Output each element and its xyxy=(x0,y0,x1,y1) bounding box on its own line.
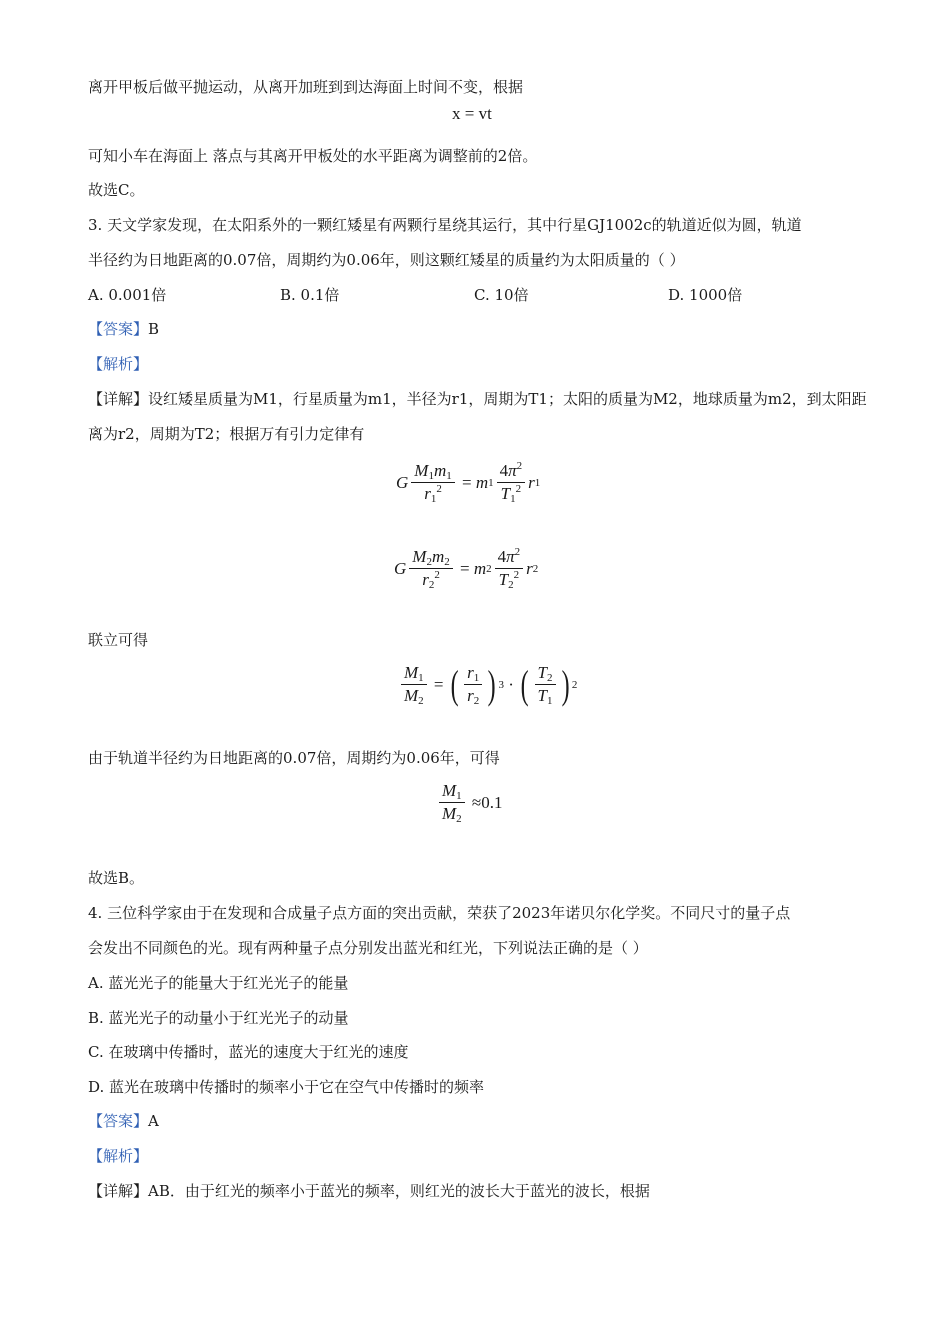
q3-analysis-tag: 【解析】 xyxy=(88,355,149,373)
q3-detail-line1 xyxy=(88,389,867,409)
q4-stem-line2: 会发出不同颜色的光。现有两种量子点分别发出蓝光和红光，下列说法正确的是（ ） xyxy=(88,939,648,957)
q3-detail-line2: 离为r2，周期为T2；根据万有引力定律有 xyxy=(88,425,365,443)
q4-answer xyxy=(88,1111,159,1131)
q4-detail-line1 xyxy=(88,1181,650,1201)
paragraph-p3: 故选C。 xyxy=(88,181,145,199)
answer-value: A xyxy=(148,1112,159,1130)
equation-ratio: $\frac{M_1}{M_2}$ = ( $\frac{r_1}{r_2}$ ) 3 · ( $\frac{T_2}{T_1}$ ) 2 xyxy=(398,664,577,705)
q3-given-text: 由于轨道半径约为日地距离的0.07倍，周期约为0.06年，可得 xyxy=(88,749,500,767)
equation-result: $\frac{M_1}{M_2}$ ≈0.1 xyxy=(436,782,503,823)
q4-option-b: B. 蓝光光子的动量小于红光光子的动量 xyxy=(88,1009,349,1027)
detail-text: 设红矮星质量为M1，行星质量为m1，半径为r1，周期为T1；太阳的质量为M2，地球质量为m2，到太阳距 xyxy=(148,390,867,408)
q4-analysis-tag: 【解析】 xyxy=(88,1147,149,1165)
q3-option-a: A. 0.001倍 xyxy=(88,286,167,304)
detail-tag: 【详解】 xyxy=(88,1182,149,1200)
q4-option-c: C. 在玻璃中传播时，蓝光的速度大于红光的速度 xyxy=(88,1043,409,1061)
q4-option-d: D. 蓝光在玻璃中传播时的频率小于它在空气中传播时的频率 xyxy=(88,1078,485,1096)
answer-tag: 【答案】 xyxy=(88,1112,149,1130)
paragraph-p2: 可知小车在海面上 落点与其离开甲板处的水平距离为调整前的2倍。 xyxy=(88,147,538,165)
answer-tag: 【答案】 xyxy=(88,320,149,338)
q4-stem-line1: 4. 三位科学家由于在发现和合成量子点方面的突出贡献，荣获了2023年诺贝尔化学奖。不同尺寸的量子点 xyxy=(88,904,791,922)
paragraph-p1: 离开甲板后做平抛运动，从离开加班到到达海面上时间不变，根据 xyxy=(88,78,524,96)
detail-text: AB．由于红光的频率小于蓝光的频率，则红光的波长大于蓝光的波长，根据 xyxy=(148,1182,650,1200)
q4-option-a: A. 蓝光光子的能量大于红光光子的能量 xyxy=(88,974,349,992)
equation-gravity-1: G $\frac{M_1m_1}{r_1^2}$ = m 1 $\frac{4\pi^2}{T_1^2}$ r 1 xyxy=(396,460,541,505)
q3-stem-line1: 3. 天文学家发现，在太阳系外的一颗红矮星有两颗行星绕其运行，其中行星GJ1002c的轨道近似为圆，轨道 xyxy=(88,216,802,234)
answer-value: B xyxy=(148,320,160,338)
q3-conclusion: 故选B。 xyxy=(88,869,145,887)
q3-option-b: B. 0.1倍 xyxy=(280,286,340,304)
equation-x-vt: x = vt xyxy=(452,104,492,123)
q3-option-c: C. 10倍 xyxy=(474,286,529,304)
q3-stem-line2: 半径约为日地距离的0.07倍，周期约为0.06年，则这颗红矮星的质量约为太阳质量的（ ） xyxy=(88,251,685,269)
q3-combine-text: 联立可得 xyxy=(88,631,149,649)
q3-option-d: D. 1000倍 xyxy=(668,286,743,304)
detail-tag: 【详解】 xyxy=(88,390,149,408)
equation-gravity-2: G $\frac{M_2m_2}{r_2^2}$ = m 2 $\frac{4\pi^2}{T_2^2}$ r 2 xyxy=(394,546,539,591)
q3-answer xyxy=(88,319,159,339)
